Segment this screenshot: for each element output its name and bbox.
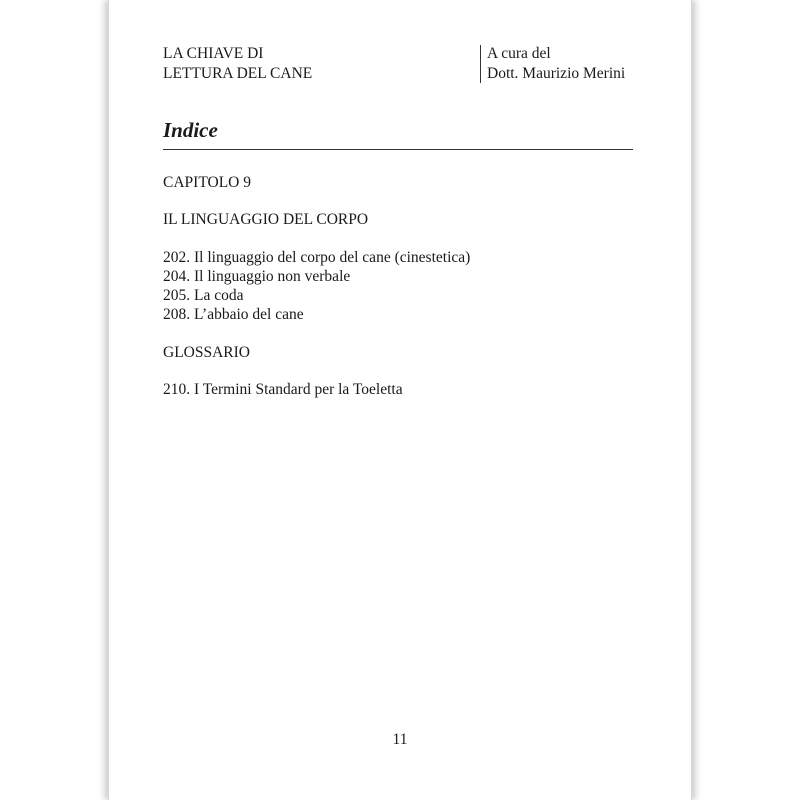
- document-page: [108, 0, 692, 800]
- page-number: 11: [392, 731, 408, 748]
- toc-entry: 208. L’abbaio del cane: [163, 306, 304, 323]
- book-title: [163, 44, 312, 84]
- heading-rule: [163, 149, 633, 150]
- toc-entry: 202. Il linguaggio del corpo del cane (cinestetica): [163, 249, 471, 266]
- index-heading: Indice: [163, 118, 218, 142]
- book-editor-line-2: Dott. Maurizio Merini: [487, 65, 626, 82]
- book-editor-line-1: A cura del: [487, 45, 551, 62]
- book-title-line-1: LA CHIAVE DI: [163, 45, 264, 62]
- chapter-title: IL LINGUAGGIO DEL CORPO: [163, 211, 369, 228]
- toc-entry: 204. Il linguaggio non verbale: [163, 268, 351, 285]
- book-editor: [487, 44, 625, 84]
- chapter-label: CAPITOLO 9: [163, 174, 251, 191]
- header-divider: [480, 45, 481, 83]
- book-title-line-2: LETTURA DEL CANE: [163, 65, 313, 82]
- toc-entry: 210. I Termini Standard per la Toeletta: [163, 381, 403, 398]
- toc-entry: 205. La coda: [163, 287, 244, 304]
- glossary-heading: GLOSSARIO: [163, 344, 250, 361]
